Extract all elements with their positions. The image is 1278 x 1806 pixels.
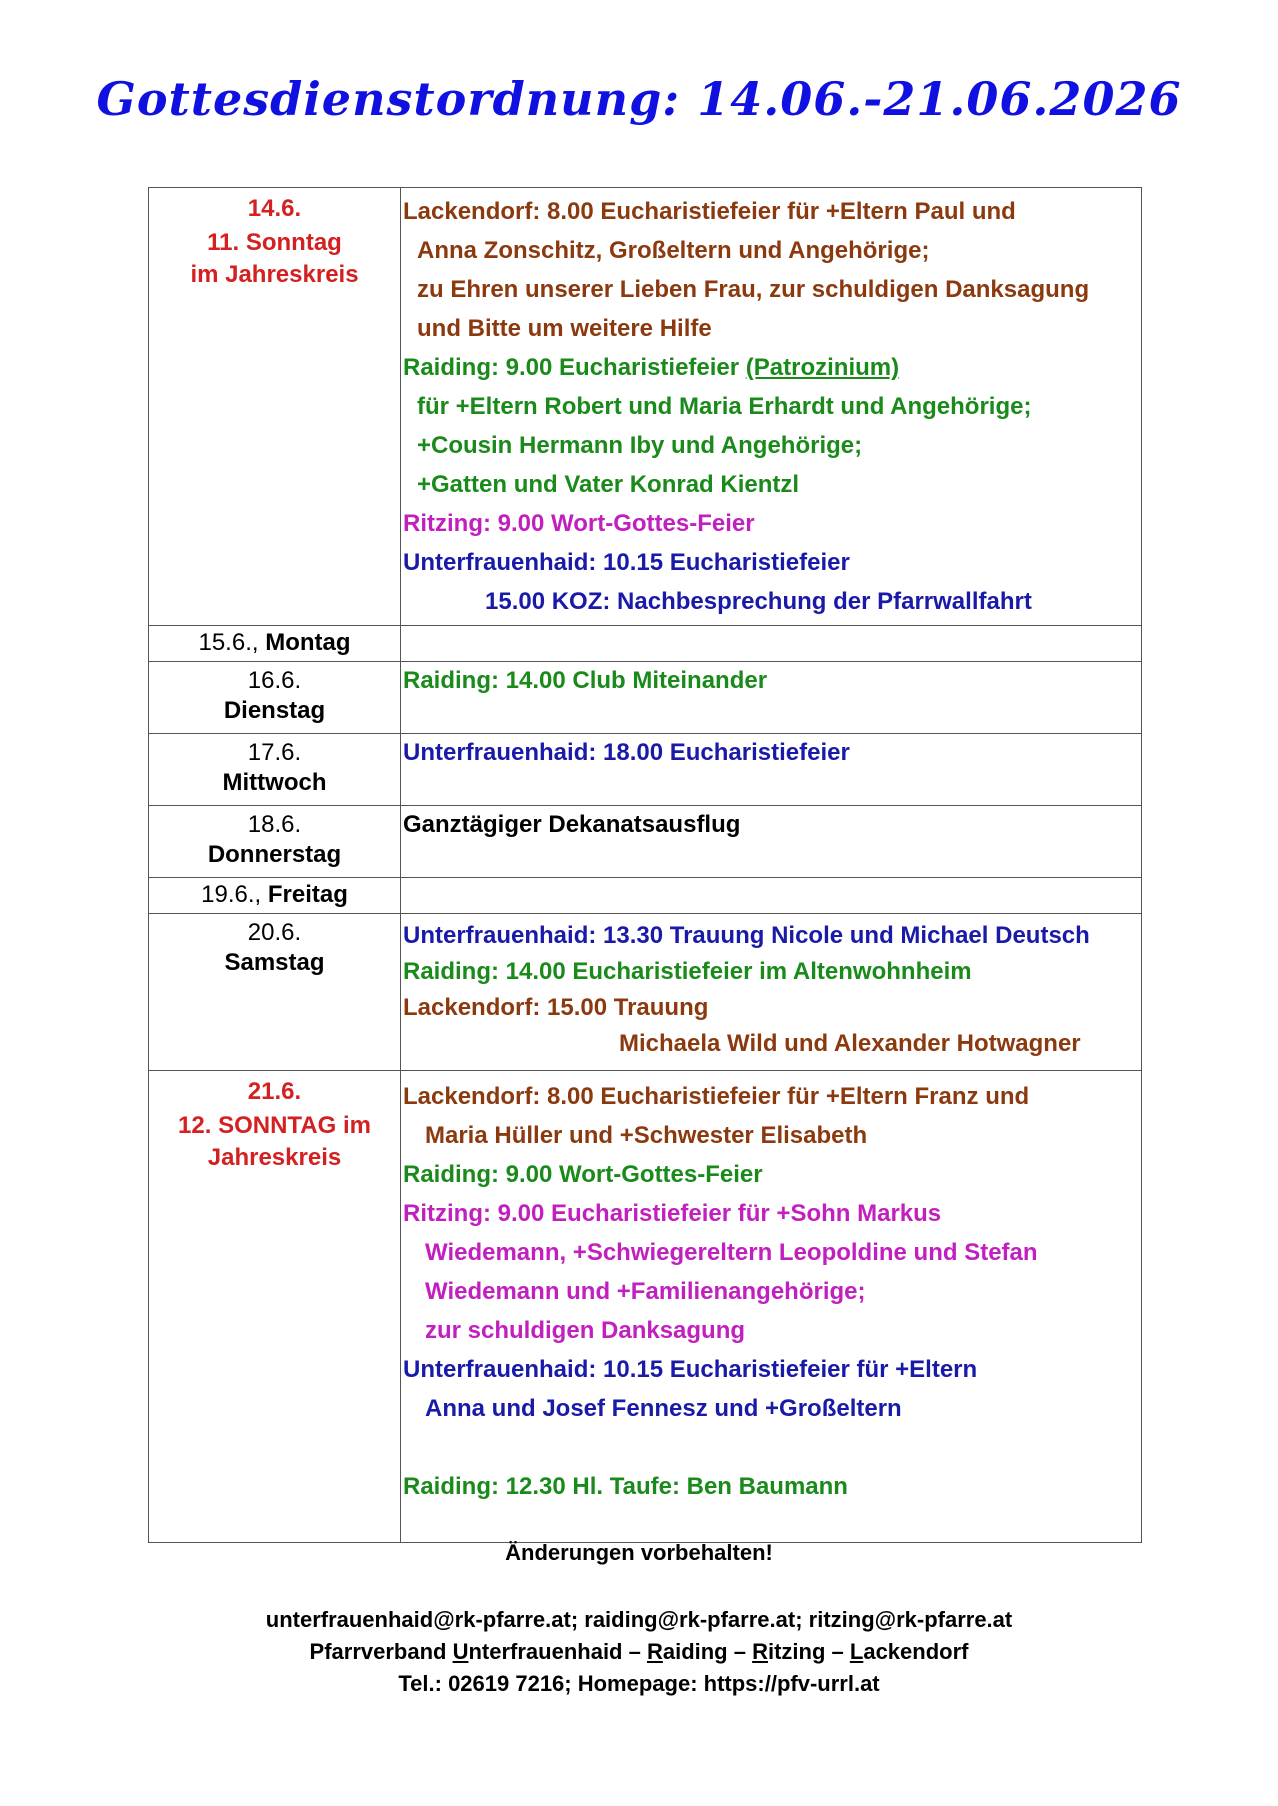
event-line: Raiding: 14.00 Club Miteinander — [403, 667, 768, 694]
initial-letter: U — [452, 1639, 469, 1664]
events-cell — [401, 806, 1142, 878]
day-name: Montag — [265, 629, 351, 656]
date-cell — [149, 662, 401, 734]
events-cell — [401, 662, 1142, 734]
table-row — [149, 626, 1142, 662]
date-cell — [149, 188, 401, 626]
event-line: +Cousin Hermann Iby und Angehörige; — [417, 432, 863, 459]
initial-letter: R — [752, 1639, 768, 1664]
day-name: Jahreskreis — [207, 1144, 342, 1171]
table-row — [149, 188, 1142, 626]
event-line: Lackendorf: 8.00 Eucharistiefeier für +Eltern Paul und — [403, 198, 1016, 225]
date-label: 21.6. — [247, 1078, 302, 1105]
event-line — [403, 348, 1141, 387]
date-label: 18.6. — [247, 811, 302, 838]
parish-name: itzing – — [767, 1639, 850, 1664]
changes-note: Änderungen vorbehalten! — [505, 1540, 773, 1565]
day-name: Donnerstag — [207, 841, 342, 868]
event-line: +Gatten und Vater Konrad Kientzl — [417, 471, 800, 498]
event-line: für +Eltern Robert und Maria Erhardt und Angehörige; — [417, 393, 1032, 420]
date-cell — [149, 914, 401, 1071]
event-line: zur schuldigen Danksagung — [425, 1317, 746, 1344]
date-label: 16.6. — [247, 667, 302, 694]
event-line: Ganztägiger Dekanatsausflug — [403, 811, 741, 838]
table-row — [149, 806, 1142, 878]
date-cell — [149, 806, 401, 878]
day-name: Dienstag — [223, 697, 326, 724]
event-line: Michaela Wild und Alexander Hotwagner — [619, 1030, 1081, 1057]
pfarrverband-line — [0, 1639, 1278, 1665]
event-line: Unterfrauenhaid: 18.00 Eucharistiefeier — [403, 739, 850, 766]
event-line: Unterfrauenhaid: 13.30 Trauung Nicole und Michael Deutsch — [403, 922, 1090, 949]
events-cell — [401, 878, 1142, 914]
date-cell — [149, 626, 401, 662]
verband-prefix: Pfarrverband — [309, 1639, 453, 1664]
date-label: 17.6. — [247, 739, 302, 766]
day-name: Samstag — [224, 949, 325, 976]
date-label: 19.6., — [201, 881, 262, 908]
events-cell — [401, 1071, 1142, 1543]
event-line: Unterfrauenhaid: 10.15 Eucharistiefeier für +Eltern — [403, 1356, 978, 1383]
table-row — [149, 734, 1142, 806]
initial-letter: L — [849, 1639, 864, 1664]
event-line: Maria Hüller und +Schwester Elisabeth — [425, 1122, 868, 1149]
event-line: Ritzing: 9.00 Eucharistiefeier für +Sohn Markus — [403, 1200, 942, 1227]
event-line: Raiding: 12.30 Hl. Taufe: Ben Baumann — [403, 1473, 848, 1500]
schedule-table — [148, 187, 1142, 1543]
event-line: Anna Zonschitz, Großeltern und Angehörige; — [417, 237, 930, 264]
initial-letter: R — [646, 1639, 663, 1664]
events-cell — [401, 188, 1142, 626]
events-cell — [401, 914, 1142, 1071]
table-row — [149, 662, 1142, 734]
event-line: Raiding: 14.00 Eucharistiefeier im Altenwohnheim — [403, 958, 972, 985]
contact-emails: unterfrauenhaid@rk-pfarre.at; raiding@rk-pfarre.at; ritzing@rk-pfarre.at — [265, 1607, 1013, 1632]
table-row — [149, 878, 1142, 914]
event-line: und Bitte um weitere Hilfe — [417, 315, 712, 342]
event-line: 15.00 KOZ: Nachbesprechung der Pfarrwallfahrt — [485, 588, 1032, 615]
contact-phone-homepage: Tel.: 02619 7216; Homepage: https://pfv-urrl.at — [398, 1671, 880, 1696]
event-text: Raiding: 9.00 Eucharistiefeier — [403, 354, 740, 381]
table-row — [149, 914, 1142, 1071]
event-line: Lackendorf: 8.00 Eucharistiefeier für +Eltern Franz und — [403, 1083, 1030, 1110]
event-line: Raiding: 9.00 Wort-Gottes-Feier — [403, 1161, 763, 1188]
parish-name: nterfrauenhaid – — [468, 1639, 647, 1664]
event-line: Unterfrauenhaid: 10.15 Eucharistiefeier — [403, 549, 850, 576]
day-name: 11. Sonntag — [207, 229, 342, 256]
spacer — [403, 1428, 1141, 1467]
event-line: Wiedemann, +Schwiegereltern Leopoldine und Stefan — [425, 1239, 1038, 1266]
event-line: zu Ehren unserer Lieben Frau, zur schuldigen Danksagung — [417, 276, 1090, 303]
patrozinium-note: (Patrozinium) — [745, 354, 900, 381]
day-name: 12. SONNTAG im — [178, 1112, 371, 1139]
parish-name: aiding – — [662, 1639, 753, 1664]
date-cell — [149, 878, 401, 914]
table-row — [149, 1071, 1142, 1543]
day-name: im Jahreskreis — [190, 261, 359, 288]
events-cell — [401, 626, 1142, 662]
parish-name: ackendorf — [863, 1639, 969, 1664]
date-cell — [149, 734, 401, 806]
event-line: Lackendorf: 15.00 Trauung — [403, 994, 709, 1021]
event-line: Ritzing: 9.00 Wort-Gottes-Feier — [403, 510, 755, 537]
event-line: Anna und Josef Fennesz und +Großeltern — [425, 1395, 902, 1422]
day-name: Freitag — [267, 881, 348, 908]
page-title: Gottesdienstordnung: 14.06.-21.06.2026 — [96, 72, 1182, 126]
date-label: 14.6. — [247, 195, 302, 222]
events-cell — [401, 734, 1142, 806]
day-name: Mittwoch — [222, 769, 327, 796]
date-label: 20.6. — [247, 919, 302, 946]
event-line: Wiedemann und +Familienangehörige; — [425, 1278, 866, 1305]
date-label: 15.6., — [198, 629, 259, 656]
date-cell — [149, 1071, 401, 1543]
